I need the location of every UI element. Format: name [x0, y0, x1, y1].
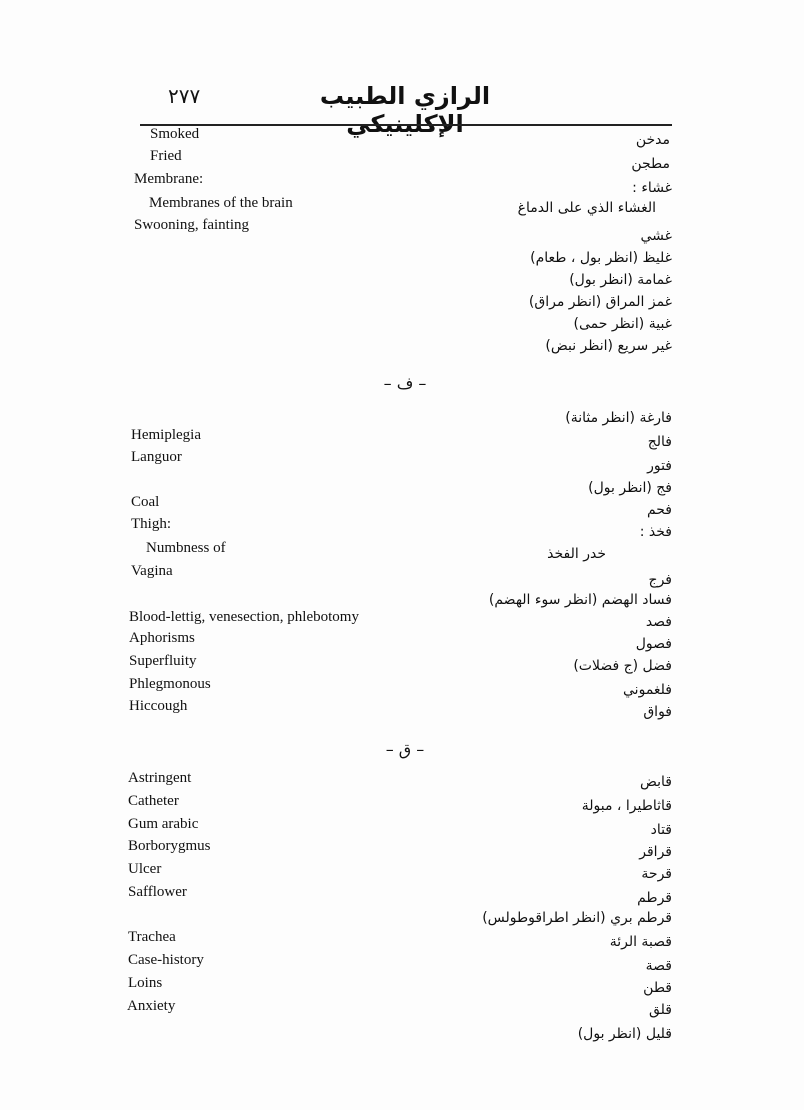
entry-ghibbiya-ar: غبية (انظر حمى) — [573, 316, 672, 332]
entry-qalil-ar: قليل (انظر بول) — [577, 1026, 672, 1042]
entry-bloodletting-ar: فصد — [645, 614, 672, 630]
entry-catheter-en: Catheter — [128, 793, 179, 809]
entry-thigh-en: Thigh: — [131, 516, 171, 532]
entry-farigha-ar: فارغة (انظر مثانة) — [565, 410, 672, 426]
entry-fried-en: Fried — [150, 148, 182, 164]
page-number: ٢٧٧ — [168, 84, 201, 108]
entry-ghayr-sari-ar: غير سريع (انظر نبض) — [545, 338, 672, 354]
entry-smoked-en: Smoked — [150, 126, 200, 142]
entry-borborygmus-en: Borborygmus — [128, 838, 211, 854]
entry-coal-en: Coal — [131, 494, 160, 510]
entry-ulcer-ar: قرحة — [641, 866, 672, 882]
entry-numbness-en: Numbness of — [146, 540, 226, 556]
entry-membrane-en: Membrane: — [134, 171, 204, 187]
entry-vagina-ar: فرج — [648, 572, 672, 588]
entry-safflower-ar: قرطم — [637, 890, 672, 906]
entry-safflower-en: Safflower — [128, 884, 187, 900]
section-heading-qaf: – ق – — [385, 740, 425, 759]
entry-bloodletting-en: Blood-lettig, venesection, phlebotomy — [129, 609, 359, 625]
entry-hiccough-en: Hiccough — [129, 698, 188, 714]
entry-vagina-en: Vagina — [131, 563, 173, 579]
entry-case-history-ar: قصة — [645, 958, 672, 974]
entry-fasad-ar: فساد الهضم (انظر سوء الهضم) — [488, 592, 672, 608]
running-title: الرازي الطبيب الإكلينيكي — [319, 82, 491, 138]
entry-phlegmonous-ar: فلغموني — [623, 682, 672, 698]
entry-gum-arabic-ar: قتاد — [650, 822, 672, 838]
entry-aphorisms-ar: فصول — [635, 636, 672, 652]
entry-languor-ar: فتور — [647, 458, 672, 474]
entry-trachea-ar: قصبة الرئة — [609, 934, 672, 950]
entry-loins-ar: قطن — [643, 980, 672, 996]
entry-languor-en: Languor — [131, 449, 182, 465]
entry-swooning-ar: غشي — [640, 228, 672, 244]
entry-hemiplegia-ar: فالج — [647, 434, 672, 450]
entry-swooning-en: Swooning, fainting — [134, 217, 249, 233]
entry-gum-arabic-en: Gum arabic — [128, 816, 199, 832]
entry-anxiety-ar: قلق — [648, 1002, 672, 1018]
entry-membranes-brain-ar: الغشاء الذي على الدماغ — [517, 200, 656, 216]
entry-hiccough-ar: فواق — [643, 704, 672, 720]
entry-anxiety-en: Anxiety — [127, 998, 176, 1014]
entry-aphorisms-en: Aphorisms — [129, 630, 195, 646]
header-rule — [140, 124, 672, 126]
entry-numbness-ar: خدر الفخذ — [547, 546, 606, 562]
entry-qurtum-barri-ar: قرطم بري (انظر اطراقوطولس) — [482, 910, 672, 926]
entry-superfluity-en: Superfluity — [129, 653, 197, 669]
entry-fajj-ar: فج (انظر بول) — [588, 480, 672, 496]
entry-hemiplegia-en: Hemiplegia — [131, 427, 201, 443]
entry-superfluity-ar: فضل (ج فضلات) — [573, 658, 672, 674]
entry-coal-ar: فحم — [646, 502, 672, 518]
entry-trachea-en: Trachea — [128, 929, 176, 945]
entry-catheter-ar: قاثاطيرا ، مبولة — [581, 798, 672, 814]
entry-membrane-ar: غشاء : — [632, 180, 672, 196]
entry-case-history-en: Case-history — [128, 952, 204, 968]
entry-loins-en: Loins — [128, 975, 163, 991]
entry-borborygmus-ar: قراقر — [639, 844, 672, 860]
entry-thigh-ar: فخذ : — [639, 524, 672, 540]
entry-astringent-en: Astringent — [128, 770, 192, 786]
entry-astringent-ar: قابض — [639, 774, 672, 790]
entry-smoked-ar: مدخن — [635, 132, 670, 148]
entry-membranes-brain-en: Membranes of the brain — [149, 195, 293, 211]
entry-ghamz-ar: غمز المراق (انظر مراق) — [528, 294, 672, 310]
entry-phlegmonous-en: Phlegmonous — [129, 676, 211, 692]
entry-ghamama-ar: غمامة (انظر بول) — [569, 272, 672, 288]
section-heading-fa: – ف – — [383, 374, 427, 393]
entry-fried-ar: مطجن — [631, 156, 670, 172]
entry-ghaliz-ar: غليظ (انظر بول ، طعام) — [530, 250, 672, 266]
entry-ulcer-en: Ulcer — [128, 861, 162, 877]
